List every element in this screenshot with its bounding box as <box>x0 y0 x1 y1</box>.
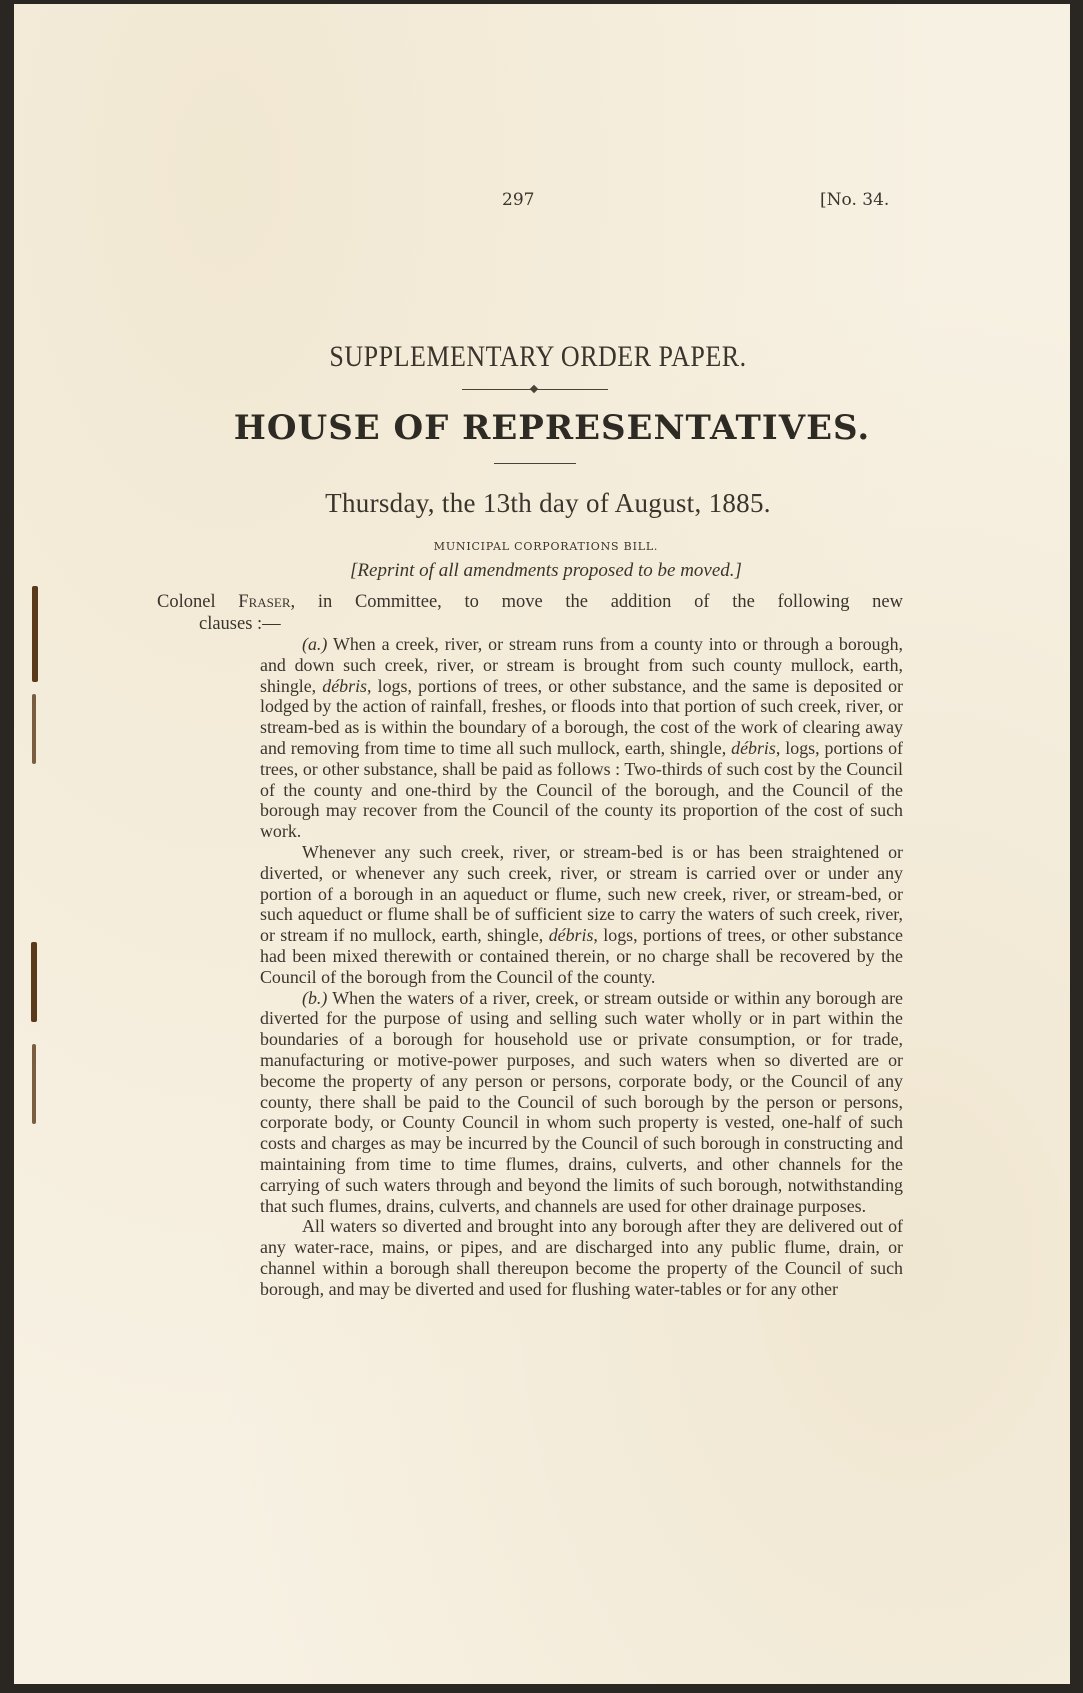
document-page <box>14 4 1070 1684</box>
clause-b-text: When the waters of a river, creek, or stream outside or within any borough are diverted for the purpose of using and selling such water wholly or in part within the boundaries of a borough for household use or private consumption, or for trade, manufacturing or motive-power purposes, and such waters when so diverted are or become the property of any person or persons, corporate body, or the Council of any county, there shall be paid to the Council of such borough by the person or persons, corporate body, or County Council in whom such property is vested, one-half of such costs and charges as may be incurred by the Council of such borough in constructing and maintaining from time to time flumes, drains, culverts, and other channels for the carrying of such waters through and beyond the limits of such borough, notwithstanding that such flumes, drains, culverts, and channels are used for other drainage purposes. <box>260 987 903 1216</box>
page-number: 297 <box>502 190 535 210</box>
mover-prefix: Colonel <box>157 592 239 612</box>
clause-a-text: , logs, portions of trees, or other substance, shall be paid as follows : Two-thirds of such cost by the Council of the county and one-third by the Council of the borough, and the Council of the borough may recover from the Council of the county its proportion of the cost of such work. <box>260 737 903 842</box>
binding-stain-mark <box>32 694 36 764</box>
clause-a-text: , logs, portions of trees, or other substance, and the same is deposited or lodged by the action of rainfall, freshes, or floods into that portion of such creek, river, or stream-bed as is within the boundary of a borough, the cost of the work of clearing away and removing from time to time all such mullock, earth, shingle, <box>260 675 903 758</box>
clauses-body <box>260 634 903 1300</box>
bill-title: MUNICIPAL CORPORATIONS BILL. <box>433 540 659 553</box>
clause-a-text: When a creek, river, or stream runs from a county into or through a borough, and down such creek, river, or stream is brought from such county mullock, earth, shingle, <box>260 634 903 696</box>
supplementary-order-paper-title: SUPPLEMENTARY ORDER PAPER. <box>329 339 747 374</box>
clause-a-paragraph-2 <box>260 842 903 988</box>
ornamental-rule <box>462 386 608 394</box>
binding-stain-mark <box>31 942 37 1022</box>
house-title: HOUSE OF REPRESENTATIVES. <box>233 408 871 448</box>
binding-stain-mark <box>32 586 38 682</box>
debris-term: débris <box>731 737 776 758</box>
clause-a-text: Whenever any such creek, river, or stream-bed is or has been straightened or diverted, or whenever any such creek, river, or stream is carried over or under any portion of a borough in an aqueduct or flume, such new creek, river, or stream-bed, or such aqueduct or flume shall be of sufficient size to carry the waters of such creek, river, or stream if no mullock, earth, shingle, <box>260 841 903 946</box>
mover-statement <box>157 592 903 613</box>
date-line: Thursday, the 13th day of August, 1885. <box>325 488 771 518</box>
clause-a-label: (a.) <box>302 634 328 654</box>
short-divider <box>494 463 576 464</box>
binding-stain-mark <box>32 1044 36 1124</box>
clause-b-label: (b.) <box>302 987 328 1008</box>
clause-a-text: , logs, portions of trees, or other substance had been mixed therewith or contained therein, or no charge shall be recovered by the Council of the borough from the Council of the county. <box>260 925 903 987</box>
paper-number: [No. 34. <box>820 190 890 210</box>
mover-text: , in Committee, to move the addition of the following new <box>290 592 903 612</box>
clause-a-paragraph-1 <box>260 634 903 842</box>
mover-continuation: clauses :— <box>199 614 281 634</box>
page-header <box>14 190 1070 214</box>
debris-term: débris <box>548 925 594 946</box>
reprint-note: [Reprint of all amendments proposed to be moved.] <box>350 560 742 581</box>
diamond-ornament-icon <box>530 385 538 393</box>
clause-b-paragraph-1 <box>260 988 903 1217</box>
clause-b-paragraph-2: All waters so diverted and brought into any borough after they are delivered out of any water-race, mains, or pipes, and are discharged into any public flume, drain, or channel within a borough shall thereupon become the property of the Council of such borough, and may be diverted and used for flushing water-tables or for any other <box>260 1216 903 1299</box>
debris-term: débris <box>322 675 368 696</box>
mover-name: Fraser <box>238 592 291 612</box>
